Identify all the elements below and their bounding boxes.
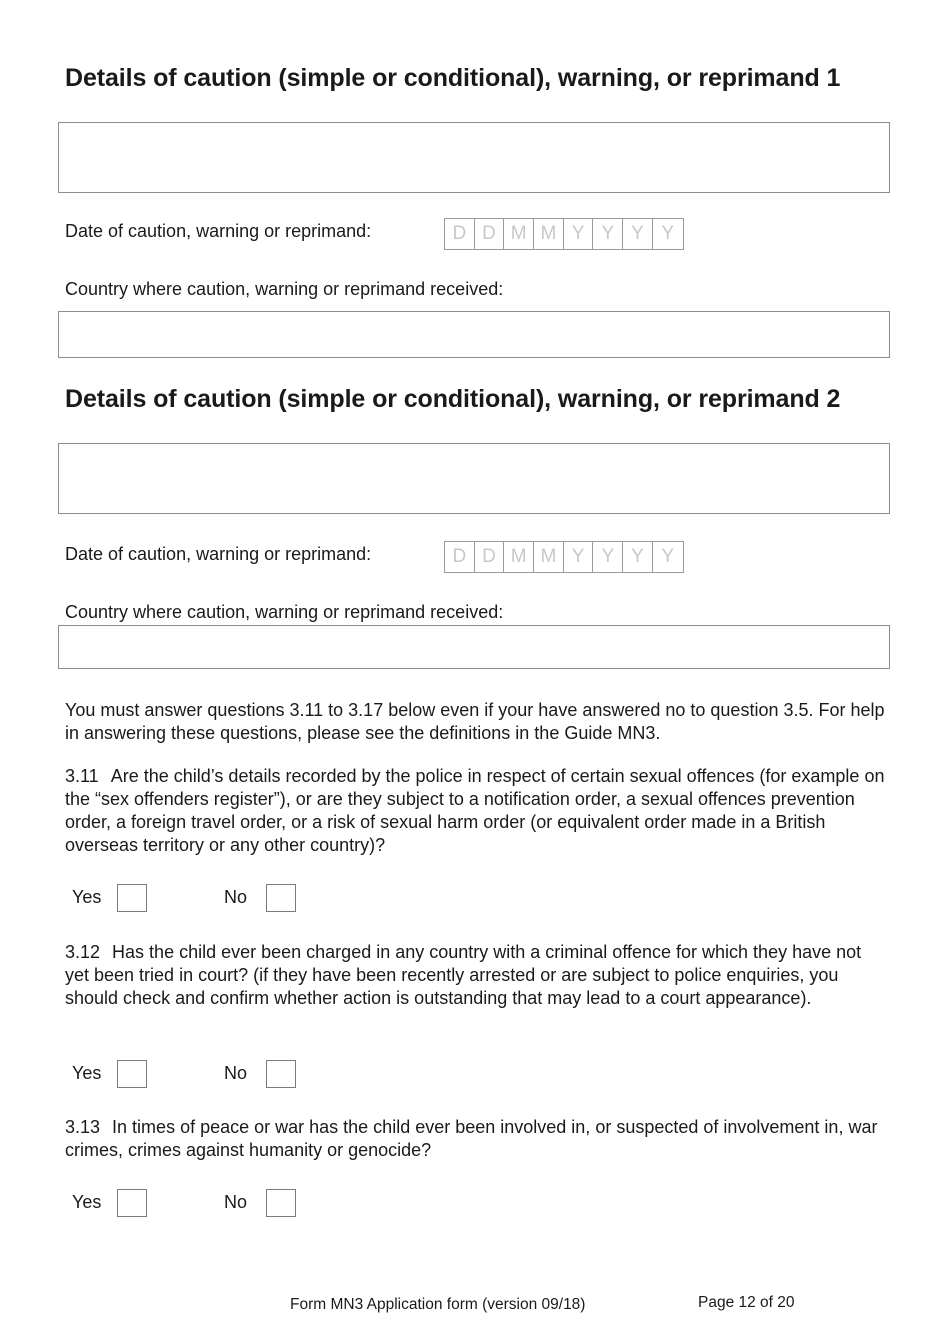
footer-form-name: Form MN3 Application form (version 09/18): [290, 1296, 586, 1313]
caution-1-date-input[interactable]: [444, 218, 684, 250]
question-text: Has the child ever been charged in any country with a criminal offence for which they have not yet been tried in court? (if they have been recently arrested or are subject to police enquiries, you should check and confirm whether action is outstanding that may lead to a court appearance).: [65, 942, 862, 1008]
yes-label: Yes: [72, 1192, 102, 1212]
caution-2-country-field[interactable]: [58, 625, 890, 669]
footer-page-number: Page 12 of 20: [698, 1294, 795, 1311]
date-char-month: M: [534, 542, 564, 572]
date-char-day: D: [475, 542, 505, 572]
date-char-year: Y: [593, 542, 623, 572]
q3-12-yes-checkbox[interactable]: [117, 1060, 147, 1088]
yes-label: Yes: [72, 1063, 102, 1083]
caution-2-date-label: Date of caution, warning or reprimand:: [65, 544, 372, 564]
question-3-12: [65, 941, 885, 1010]
no-label: No: [224, 887, 248, 907]
date-char-year: Y: [623, 542, 653, 572]
caution-2-details-field[interactable]: [58, 443, 890, 514]
question-3-11: [65, 765, 885, 857]
caution-2-country-label: Country where caution, warning or reprimand received:: [65, 602, 504, 622]
intro-text: You must answer questions 3.11 to 3.17 below even if your have answered no to question 3.5. For help in answering these questions, please see the definitions in the Guide MN3.: [65, 700, 885, 743]
date-char-month: M: [504, 219, 534, 249]
section-1-heading: Details of caution (simple or conditional), warning, or reprimand 1: [65, 64, 841, 92]
date-char-year: Y: [564, 542, 594, 572]
date-char-year: Y: [661, 223, 674, 244]
q3-12-no-checkbox[interactable]: [266, 1060, 296, 1088]
q3-13-no-checkbox[interactable]: [266, 1189, 296, 1217]
date-char-day: D: [445, 219, 475, 249]
date-char-year: Y: [593, 219, 623, 249]
caution-1-details-field[interactable]: [58, 122, 890, 193]
question-number: 3.12: [65, 942, 101, 962]
question-number: 3.11: [65, 766, 99, 786]
q3-11-yes-checkbox[interactable]: [117, 884, 147, 912]
no-label: No: [224, 1192, 248, 1212]
caution-1-date-label: Date of caution, warning or reprimand:: [65, 221, 372, 241]
date-char-year: Y: [661, 546, 674, 567]
caution-2-date-input[interactable]: [444, 541, 684, 573]
date-char-day: D: [475, 219, 505, 249]
question-3-13: [65, 1116, 885, 1162]
date-char-day: D: [445, 542, 475, 572]
date-char-month: M: [534, 219, 564, 249]
caution-1-country-label: Country where caution, warning or reprimand received:: [65, 279, 504, 299]
question-number: 3.13: [65, 1117, 101, 1137]
yes-label: Yes: [72, 887, 102, 907]
question-text: In times of peace or war has the child ever been involved in, or suspected of involvement in, war crimes, crimes against humanity or genocide?: [65, 1117, 878, 1160]
date-char-year: Y: [623, 219, 653, 249]
q3-11-no-checkbox[interactable]: [266, 884, 296, 912]
section-2-heading: Details of caution (simple or conditional), warning, or reprimand 2: [65, 385, 841, 413]
question-text: Are the child’s details recorded by the police in respect of certain sexual offences (for example on the “sex offenders register”), or are they subject to a notification order, a sexual offences prevention order, a foreign travel order, or a risk of sexual harm order (or equivalent order made in a British overseas territory or any other country)?: [65, 766, 885, 855]
q3-13-yes-checkbox[interactable]: [117, 1189, 147, 1217]
date-char-year: Y: [564, 219, 594, 249]
caution-1-country-field[interactable]: [58, 311, 890, 358]
no-label: No: [224, 1063, 248, 1083]
date-char-month: M: [504, 542, 534, 572]
